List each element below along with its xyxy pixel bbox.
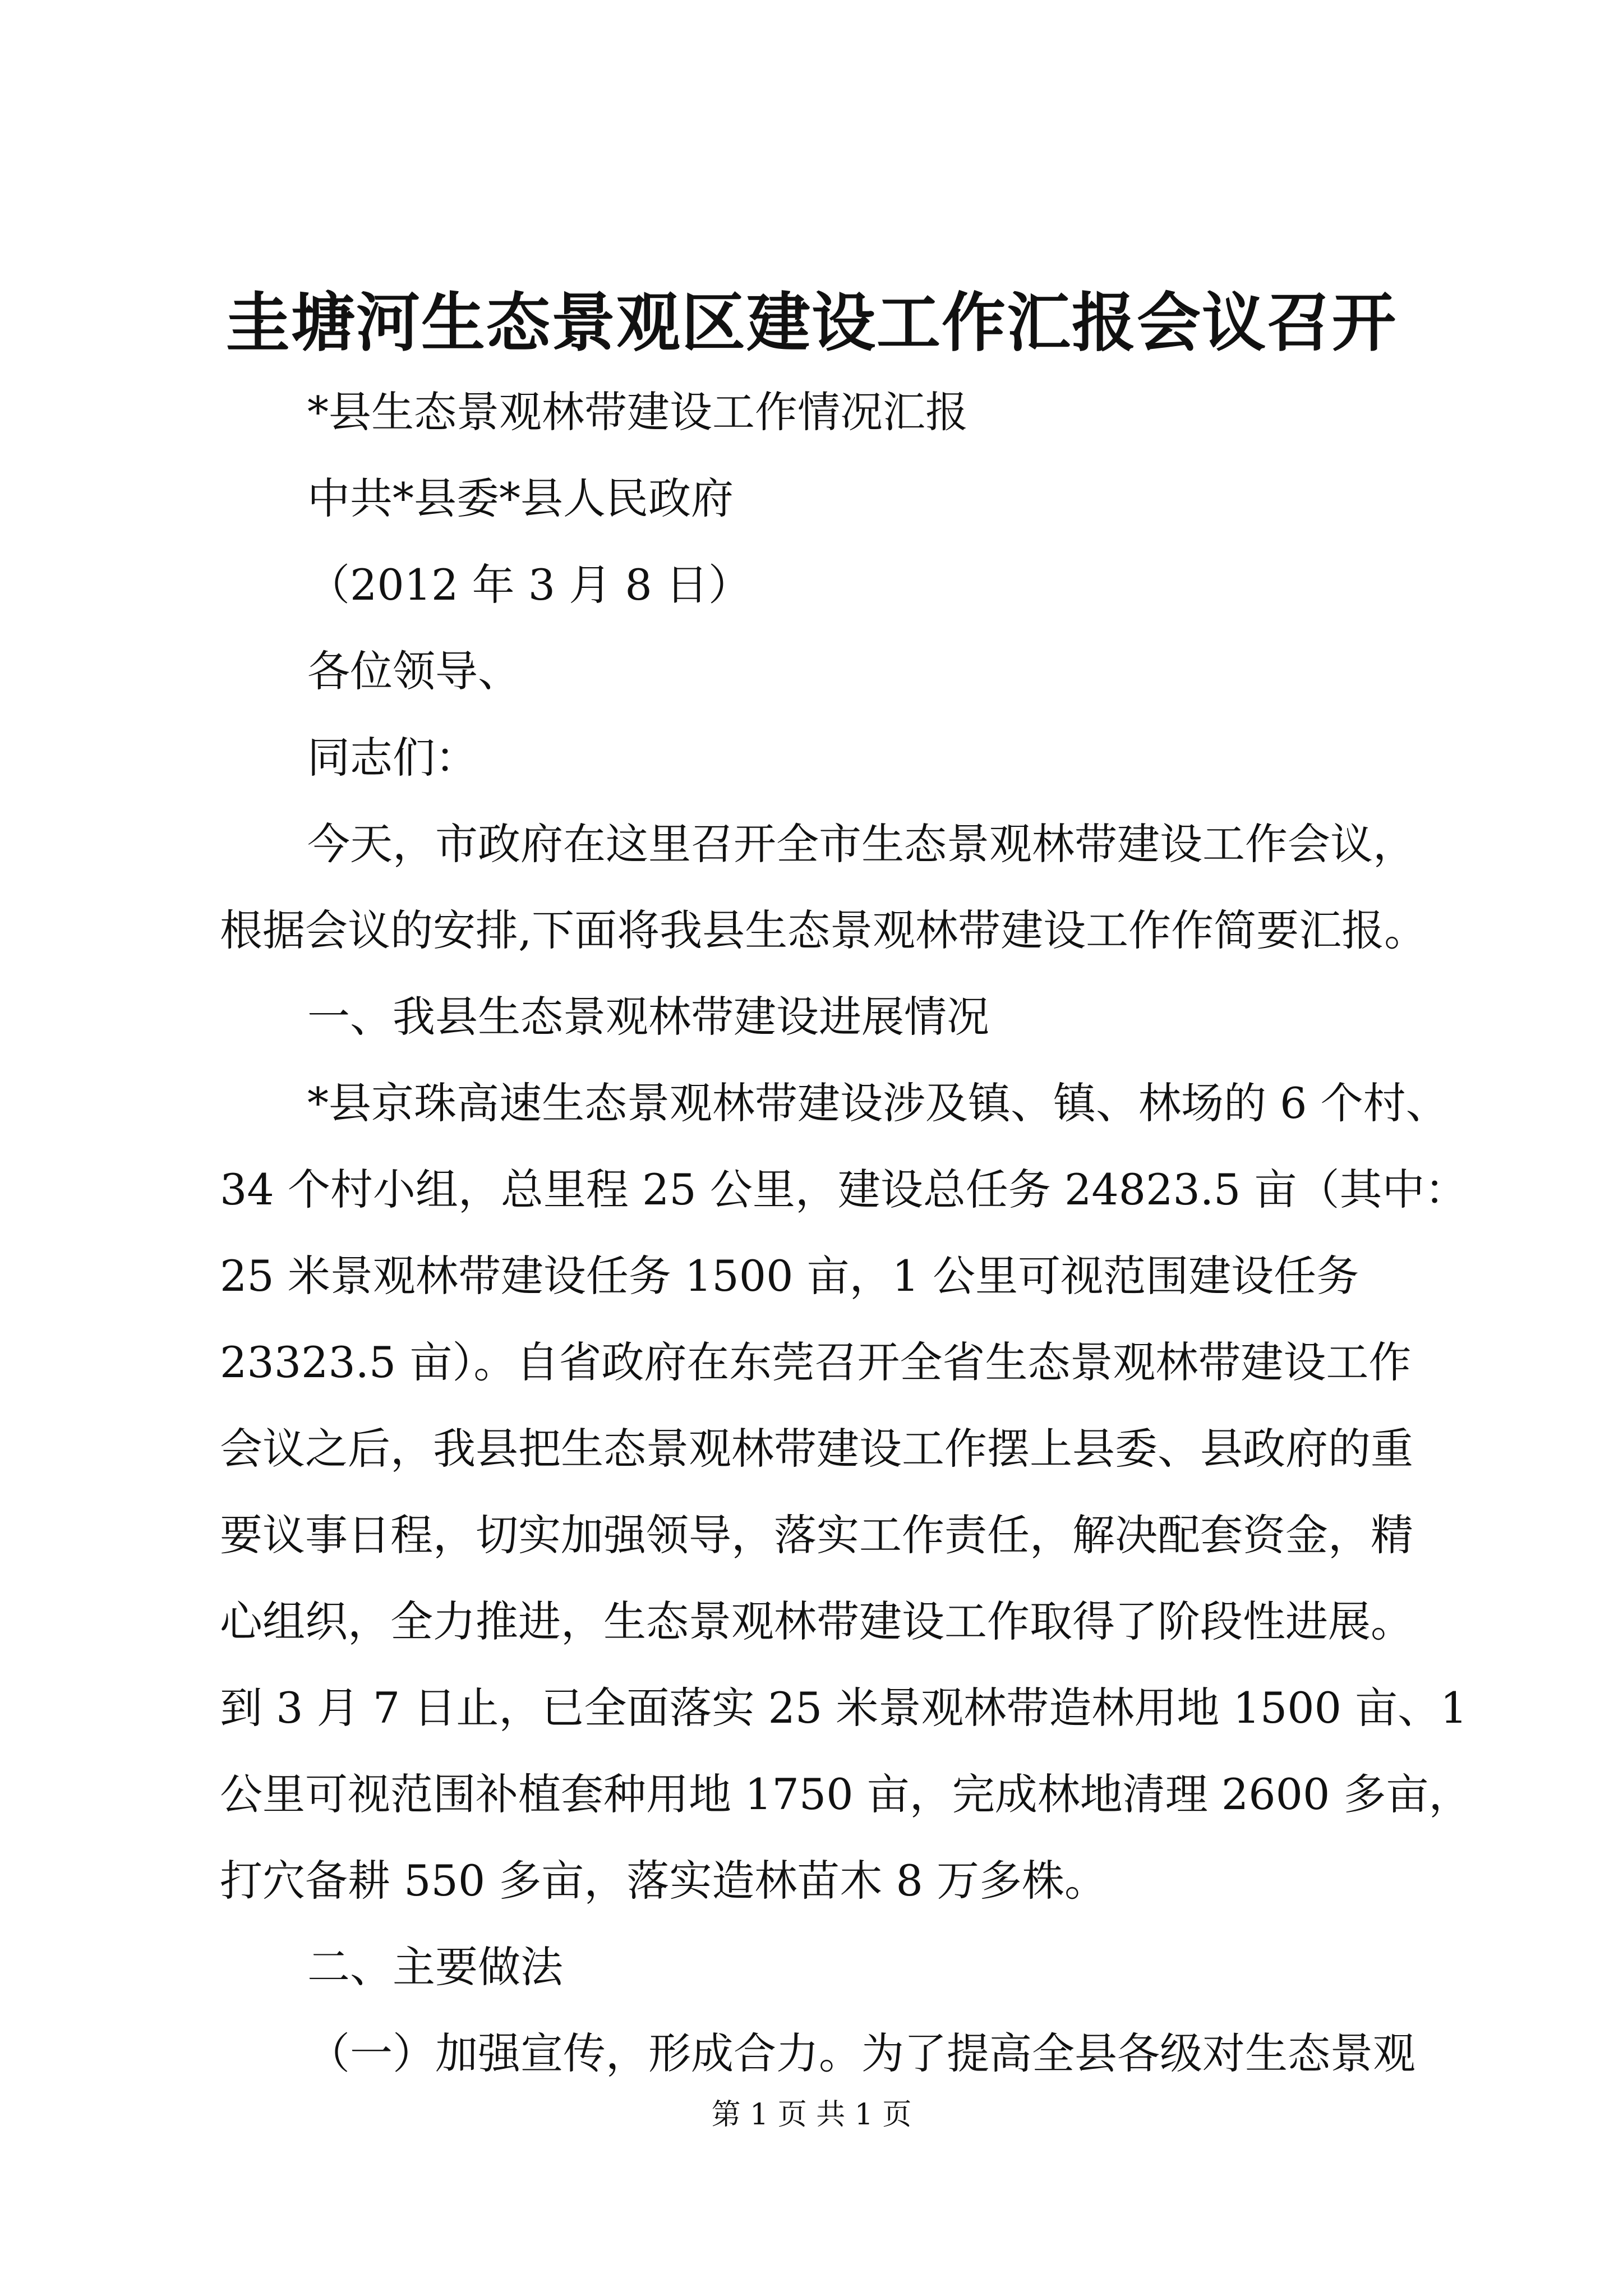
paragraph-1-line-2: 根据会议的安排,下面将我县生态景观林带建设工作作简要汇报。 (220, 905, 1427, 955)
section-1-heading: 一、我县生态景观林带建设进展情况 (307, 992, 989, 1042)
paragraph-2-line-4: 23323.5 亩）。自省政府在东莞召开全省生态景观林带建设工作 (220, 1337, 1412, 1387)
paragraph-2-line-9: 公里可视范围补植套种用地 1750 亩，完成林地清理 2600 多亩， (220, 1769, 1472, 1819)
paragraph-2-line-2: 34 个村小组，总里程 25 公里，建设总任务 24823.5 亩（其中： (220, 1165, 1468, 1214)
paragraph-2-line-1: *县京珠高速生态景观林带建设涉及镇、镇、林场的 6 个村、 (307, 1078, 1449, 1128)
paragraph-2-line-5: 会议之后，我县把生态景观林带建设工作摆上县委、县政府的重 (220, 1424, 1413, 1474)
paragraph-2-line-7: 心组织，全力推进，生态景观林带建设工作取得了阶段性进展。 (220, 1596, 1413, 1646)
document-title: 圭塘河生态景观区建设工作汇报会议召开 (225, 285, 1397, 360)
salutation-line-2: 同志们： (307, 733, 478, 783)
issuer-line: 中共*县委*县人民政府 (307, 473, 734, 523)
paragraph-2-line-8: 到 3 月 7 日止，已全面落实 25 米景观林带造林用地 1500 亩、1 (220, 1683, 1468, 1733)
paragraph-2-line-3: 25 米景观林带建设任务 1500 亩，1 公里可视范围建设任务 (220, 1251, 1359, 1301)
paragraph-2-line-10: 打穴备耕 550 多亩，落实造林苗木 8 万多株。 (220, 1856, 1108, 1906)
section-2-heading: 二、主要做法 (307, 1942, 563, 1992)
date-line: （2012 年 3 月 8 日） (307, 560, 751, 610)
report-title-line: *县生态景观林带建设工作情况汇报 (307, 387, 968, 437)
paragraph-1-line-1: 今天，市政府在这里召开全市生态景观林带建设工作会议， (307, 819, 1415, 869)
page-footer: 第 1 页 共 1 页 (711, 2098, 912, 2132)
subsection-1-line: （一）加强宣传，形成合力。为了提高全县各级对生态景观 (307, 2028, 1415, 2078)
paragraph-2-line-6: 要议事日程，切实加强领导，落实工作责任，解决配套资金，精 (220, 1510, 1413, 1560)
salutation-line-1: 各位领导、 (307, 646, 520, 696)
